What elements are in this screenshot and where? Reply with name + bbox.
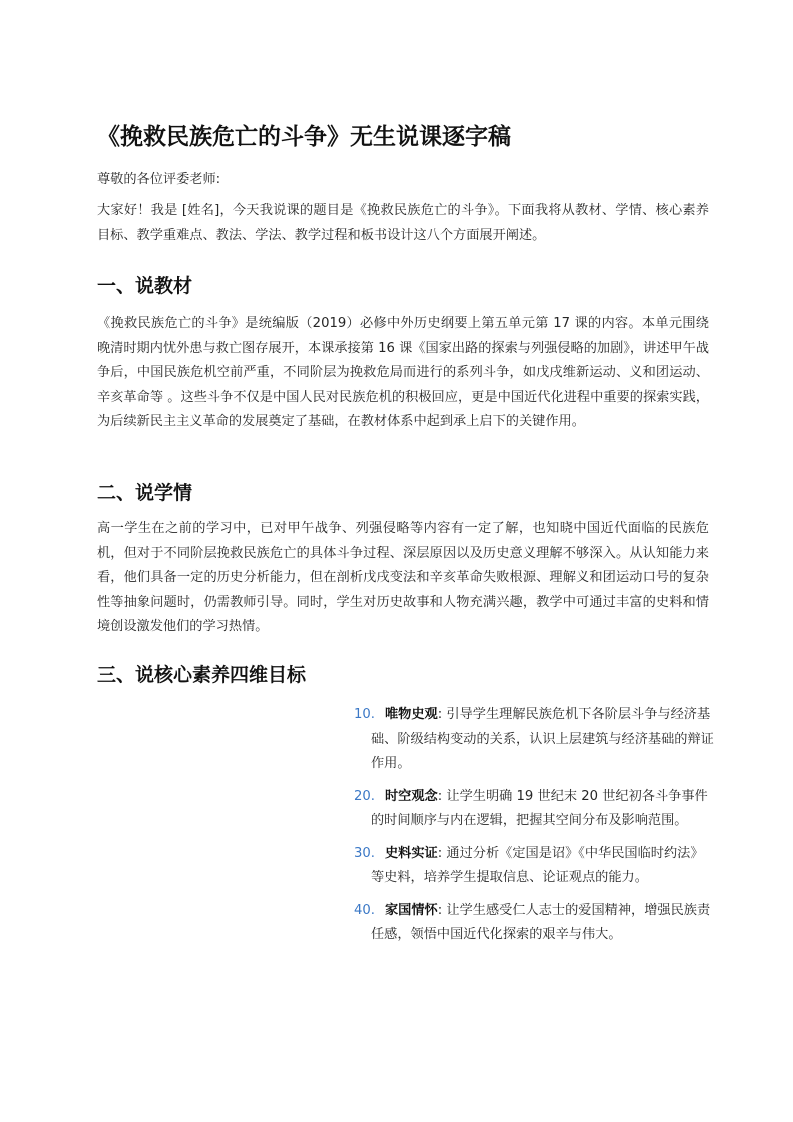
goal-item-space-time <box>354 785 714 834</box>
goal-separator: : <box>437 845 443 861</box>
goal-text: 通过分析《定国是诏》《中华民国临时约法》等史料，培养学生提取信息、论证观点的能力。 <box>371 845 704 885</box>
goal-number: 30. <box>354 845 375 861</box>
goal-name: 时空观念 <box>385 788 438 804</box>
goal-name: 家国情怀 <box>385 902 438 918</box>
section-body-learners: 高一学生在之前的学习中，已对甲午战争、列强侵略等内容有一定了解，也知晓中国近代面临的民族危机，但对于不同阶层挽救民族危亡的具体斗争过程、深层原因以及历史意义理解不够深入。从认知能力来看，他们具备一定的历史分析能力，但在剖析戊戌变法和辛亥革命失败根源、理解义和团运动口号的复杂性等抽象问题时，仍需教师引导。同时，学生对历史故事和人物充满兴趣，教学中可通过丰富的史料和情境创设激发他们的学习热情。 <box>97 521 709 634</box>
goal-number: 20. <box>354 788 375 804</box>
goal-number: 40. <box>354 902 375 918</box>
section-body-textbook: 《挽救民族危亡的斗争》是统编版（2019）必修中外历史纲要上第五单元第 17 课的内容。本单元围绕晚清时期内忧外患与救亡图存展开，本课承接第 16 课《国家出路的探索与列强侵略的加剧》，讲述甲午战争后，中国民族危机空前严重，不同阶层为挽救危局而进行的系列斗争，如戊戌维新运动、义和团运动、辛亥革命等 。这些斗争不仅是中国人民对民族危机的积极回应，更是中国近代化进程中重要的探索实践，为后续新民主主义革命的发展奠定了基础，在教材体系中起到承上启下的关键作用。 <box>97 316 709 429</box>
section-heading-core-goals: 三、说核心素养四维目标 <box>97 664 307 686</box>
core-goals-list <box>354 703 714 956</box>
goal-item-patriotism <box>354 899 714 948</box>
section-heading-textbook: 一、说教材 <box>97 275 193 297</box>
goal-number: 10. <box>354 707 375 722</box>
goal-text: 让学生感受仁人志士的爱国精神，增强民族责任感，领悟中国近代化探索的艰辛与伟大。 <box>371 902 711 942</box>
section-heading-learners: 二、说学情 <box>97 482 193 504</box>
goal-separator: : <box>437 788 443 804</box>
goal-separator: : <box>437 707 443 722</box>
goal-name: 史料实证 <box>385 845 438 861</box>
goal-item-materialism <box>354 703 714 777</box>
goal-separator: : <box>437 902 443 918</box>
goal-text: 引导学生理解民族危机下各阶层斗争与经济基础、阶级结构变动的关系，认识上层建筑与经济基础的辩证作用。 <box>371 707 714 771</box>
document-title: 《挽救民族危亡的斗争》无生说课逐字稿 <box>97 124 511 150</box>
intro-paragraph: 大家好！我是 [姓名]，今天我说课的题目是《挽救民族危亡的斗争》。下面我将从教材、学情、核心素养目标、教学重难点、教法、学法、教学过程和板书设计这八个方面展开阐述。 <box>97 203 709 243</box>
goal-text: 让学生明确 19 世纪末 20 世纪初各斗争事件的时间顺序与内在逻辑，把握其空间分布及影响范围。 <box>371 788 708 828</box>
goal-item-evidence <box>354 842 714 891</box>
salutation-text: 尊敬的各位评委老师: <box>97 172 221 187</box>
goal-name: 唯物史观 <box>385 707 438 722</box>
